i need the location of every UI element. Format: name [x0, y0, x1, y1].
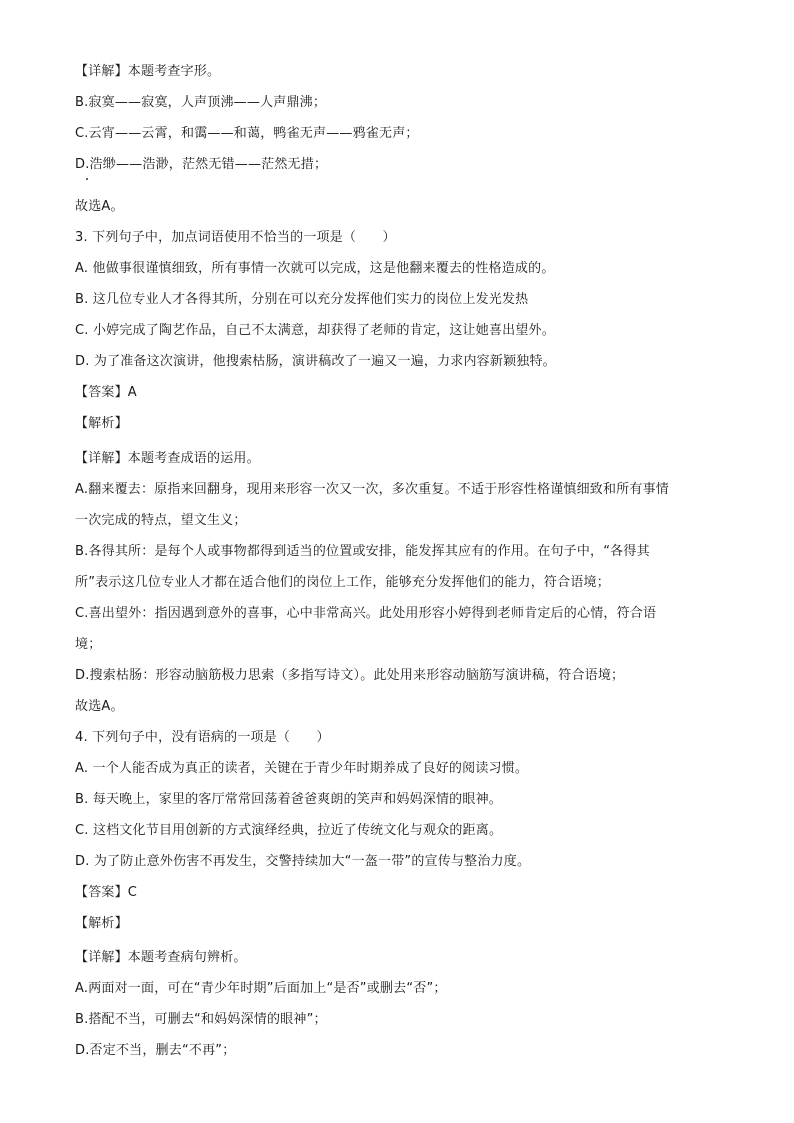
text-line: 故选A。 [75, 699, 124, 714]
analysis-label: 【解析】 [75, 916, 128, 931]
text-line: C.云宵——云霄，和霭——和蔼，鸭雀无声——鸦雀无声； [75, 126, 419, 141]
stray-dot [86, 178, 88, 180]
option-d: D. 为了防止意外伤害不再发生，交警持续加大“一盔一带”的宣传与整治力度。 [75, 854, 531, 869]
text-line: 故选A。 [75, 199, 124, 214]
option-b: B. 这几位专业人才各得其所，分别在可以充分发挥他们实力的岗位上发光发热 [75, 292, 529, 307]
question-3-stem: 3. 下列句子中，加点词语使用不恰当的一项是（ ） [75, 230, 396, 245]
option-a: A. 他做事很谨慎细致，所有事情一次就可以完成，这是他翻来覆去的性格造成的。 [75, 261, 555, 276]
text-line: A.两面对一面，可在“青少年时期”后面加上“是否”或删去“否”； [75, 981, 447, 996]
text-line: B.各得其所：是每个人或事物都得到适当的位置或安排，能发挥其应有的作用。在句子中，“各得其 [75, 544, 650, 559]
text-line: 【详解】本题考查字形。 [75, 64, 221, 79]
option-c: C. 这档文化节目用创新的方式演绎经典，拉近了传统文化与观众的距离。 [75, 823, 503, 838]
option-a: A. 一个人能否成为真正的读者，关键在于青少年时期养成了良好的阅读习惯。 [75, 761, 529, 776]
text-line: 境； [75, 637, 102, 652]
text-line: B.寂寞——寂寞，人声顶沸——人声鼎沸； [75, 95, 327, 110]
answer-label: 【答案】C [75, 885, 138, 900]
analysis-label: 【解析】 [75, 416, 128, 431]
text-line: 所”表示这几位专业人才都在适合他们的岗位上工作，能够充分发挥他们的能力，符合语境； [75, 575, 610, 590]
text-line: D.否定不当，删去“不再”； [75, 1043, 236, 1058]
text-line: D.搜索枯肠：形容动脑筋极力思索（多指写诗文）。此处用来形容动脑筋写演讲稿，符合语境； [75, 668, 625, 683]
option-d: D. 为了准备这次演讲，他搜索枯肠，演讲稿改了一遍又一遍，力求内容新颖独特。 [75, 354, 556, 369]
text-line: C.喜出望外：指因遇到意外的喜事，心中非常高兴。此处用形容小婷得到老师肯定后的心情，符合语 [75, 606, 657, 621]
text-line: 一次完成的特点，望文生义； [75, 513, 247, 528]
question-4-stem: 4. 下列句子中，没有语病的一项是（ ） [75, 730, 330, 745]
answer-label: 【答案】A [75, 385, 137, 400]
text-line: 【详解】本题考查成语的运用。 [75, 451, 260, 466]
text-line: B.搭配不当，可删去“和妈妈深情的眼神”； [75, 1012, 327, 1027]
option-b: B. 每天晚上，家里的客厅常常回荡着爸爸爽朗的笑声和妈妈深情的眼神。 [75, 792, 502, 807]
option-c: C. 小婷完成了陶艺作品，自己不太满意，却获得了老师的肯定，这让她喜出望外。 [75, 323, 555, 338]
text-line: A.翻来覆去：原指来回翻身，现用来形容一次又一次，多次重复。不适于形容性格谨慎细致和所有事情 [75, 482, 669, 497]
text-line: D.浩缈——浩渺，茫然无错——茫然无措； [75, 157, 328, 172]
text-line: 【详解】本题考查病句辨析。 [75, 950, 247, 965]
